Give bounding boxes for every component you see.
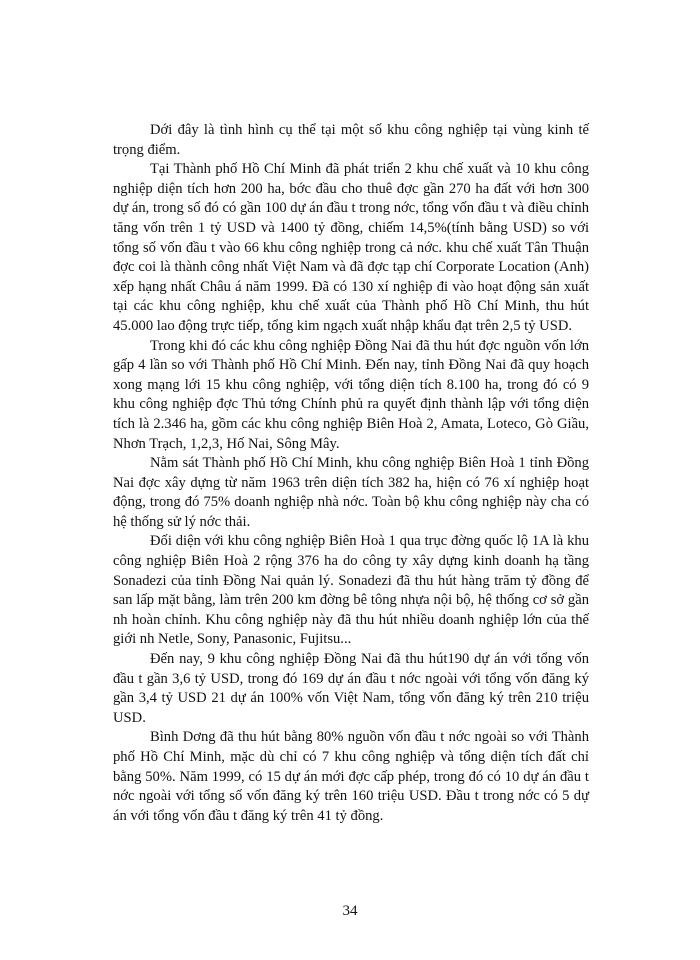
- paragraph-dong-nai: Trong khi đó các khu công nghiệp Đồng Nai đã thu hút đợc nguồn vốn lớn gấp 4 lần so với Thành phố Hồ Chí Minh. Đến nay, tỉnh Đồng Nai đã quy hoạch xong mạng lới 15 khu công nghiệp, với tổng diện tích 8.100 ha, trong đó có 9 khu công nghiệp đợc Thủ tớng Chính phủ ra quyết định thành lập với tổng diện tích là 2.346 ha, gồm các khu công nghiệp Biên Hoà 2, Amata, Loteco, Gò Giầu, Nhơn Trạch, 1,2,3, Hố Nai, Sông Mây.: [113, 337, 589, 452]
- paragraph-bien-hoa-2: Đối diện với khu công nghiệp Biên Hoà 1 qua trục đờng quốc lộ 1A là khu công nghiệp Biên Hoà 2 rộng 376 ha do công ty xây dựng kinh doanh hạ tầng Sonadezi của tỉnh Đồng Nai quản lý. Sonadezi đã thu hút hàng trăm tỷ đồng để san lấp mặt bằng, làm trên 200 km đờng bê tông nhựa nội bộ, hệ thống cơ sở gần nh hoàn chỉnh. Khu công nghiệp này đã thu hút nhiều doanh nghiệp lớn của thế giới nh Netle, Sony, Panasonic, Fujitsu...: [113, 533, 589, 648]
- page-number: 34: [342, 903, 358, 919]
- paragraph-binh-duong: Bình Dơng đã thu hút bằng 80% nguồn vốn đầu t nớc ngoài so với Thành phố Hồ Chí Minh, mặc dù chỉ có 7 khu công nghiệp và tổng diện tích đất chỉ bằng 50%. Năm 1999, có 15 dự án mới đợc cấp phép, trong đó có 10 dự án đầu t nớc ngoài với tổng số vốn đăng ký trên 160 triệu USD. Đầu t trong nớc có 5 dự án với tổng vốn đầu t đăng ký trên 41 tỷ đồng.: [113, 729, 589, 824]
- paragraph-intro: Dới đây là tình hình cụ thể tại một số khu công nghiệp tại vùng kinh tế trọng điểm.: [113, 122, 589, 158]
- paragraph-dong-nai-projects: Đến nay, 9 khu công nghiệp Đồng Nai đã thu hút190 dự án với tổng vốn đầu t gần 3,6 tỷ USD, trong đó 169 dự án đầu t nớc ngoài với tổng vốn đăng ký gần 3,4 tỷ USD 21 dự án 100% vốn Việt Nam, tổng vốn đăng ký trên 210 triệu USD.: [113, 651, 589, 726]
- paragraph-ho-chi-minh: Tại Thành phố Hồ Chí Minh đã phát triển 2 khu chế xuất và 10 khu công nghiệp diện tích hơn 200 ha, bớc đầu cho thuê đợc gần 270 ha đất với hơn 300 dự án, trong số đó có gần 100 dự án đầu t trong nớc, tổng vốn đầu t và điều chỉnh tăng vốn trên 1 tỷ USD và 1400 tỷ đồng, chiếm 14,5%(tính bằng USD) so với tổng số vốn đầu t vào 66 khu công nghiệp trong cả nớc. khu chế xuất Tân Thuận đợc coi là thành công nhất Việt Nam và đã đợc tạp chí Corporate Location (Anh) xếp hạng nhất Châu á năm 1999. Đã có 130 xí nghiệp đi vào hoạt động sản xuất tại các khu công nghiệp, khu chế xuất của Thành phố Hồ Chí Minh, thu hút 45.000 lao động trực tiếp, tổng kim ngạch xuất nhập khẩu đạt trên 2,5 tỷ USD.: [113, 161, 589, 334]
- paragraph-bien-hoa-1: Nằm sát Thành phố Hồ Chí Minh, khu công nghiệp Biên Hoà 1 tỉnh Đồng Nai đợc xây dựng từ năm 1963 trên diện tích 382 ha, hiện có 76 xí nghiệp hoạt động, trong đó 75% doanh nghiệp nhà nớc. Toàn bộ khu công nghiệp này cha có hệ thống sử lý nớc thải.: [113, 455, 589, 530]
- body-text: [113, 121, 589, 826]
